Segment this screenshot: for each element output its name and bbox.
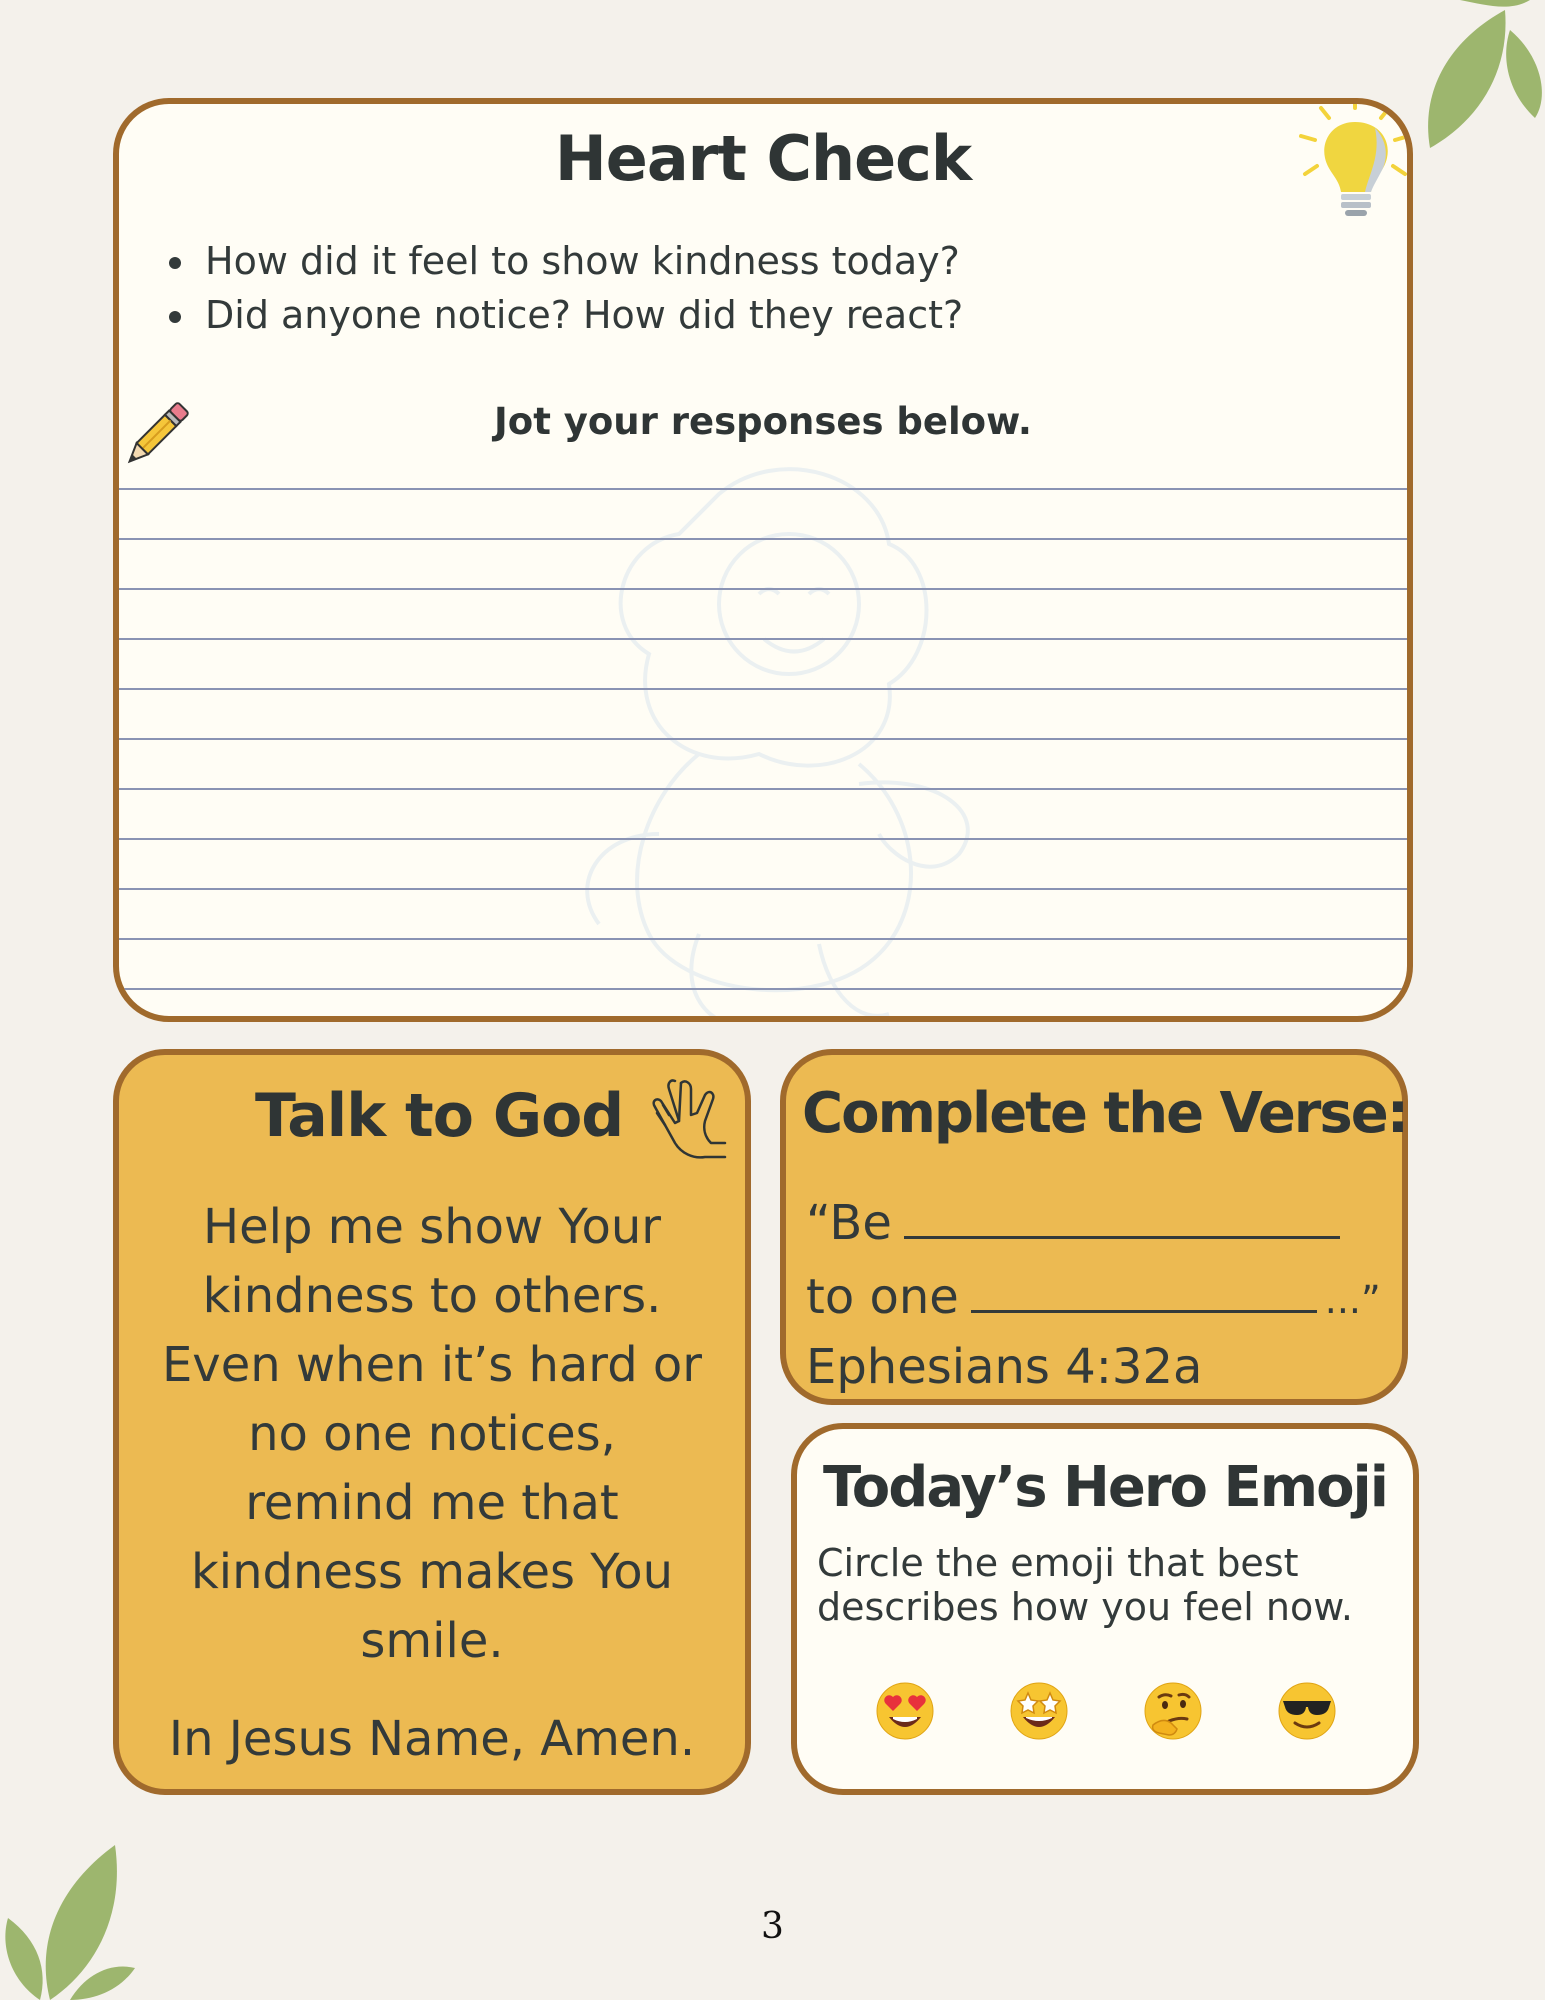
prayer-line: no one notices, <box>248 1406 616 1462</box>
talk-to-god-title: Talk to God <box>255 1081 624 1151</box>
verse-blank-1[interactable] <box>904 1228 1340 1239</box>
star-struck-emoji-icon[interactable] <box>1009 1681 1069 1741</box>
verse-line-2 <box>806 1269 1381 1325</box>
writing-line[interactable] <box>119 588 1407 590</box>
prayer-line: Help me show Your <box>202 1199 661 1255</box>
question-item: • How did it feel to show kindness today? <box>199 234 963 288</box>
verse-line-2-text: to one <box>806 1269 959 1325</box>
lightbulb-icon <box>1295 98 1413 224</box>
sunglasses-emoji-icon[interactable] <box>1277 1681 1337 1741</box>
prayer-line: kindness makes You <box>190 1544 674 1600</box>
writing-line[interactable] <box>119 988 1407 990</box>
writing-line[interactable] <box>119 738 1407 740</box>
praying-hands-icon <box>635 1071 731 1167</box>
prayer-line: kindness to others. <box>202 1268 662 1324</box>
leaf-decoration-top-right-icon <box>1400 0 1545 150</box>
page-number: 3 <box>761 1906 784 1947</box>
thinking-emoji-icon[interactable] <box>1143 1681 1203 1741</box>
writing-line[interactable] <box>119 538 1407 540</box>
verse-blank-2[interactable] <box>971 1302 1317 1313</box>
hero-emoji-card <box>791 1423 1419 1795</box>
heart-check-questions <box>137 234 963 342</box>
verse-reference: Ephesians 4:32a <box>806 1339 1203 1395</box>
talk-to-god-card <box>113 1049 751 1795</box>
question-item: • Did anyone notice? How did they react? <box>199 288 963 342</box>
prayer-line: smile. <box>360 1613 504 1669</box>
prayer-line: remind me that <box>245 1475 619 1531</box>
prayer-line: Even when it’s hard or <box>161 1337 703 1393</box>
verse-line-2-end: ...” <box>1324 1278 1381 1322</box>
hero-emoji-instruction: Circle the emoji that best describes how you feel now. <box>817 1541 1353 1629</box>
writing-line[interactable] <box>119 488 1407 490</box>
writing-line[interactable] <box>119 638 1407 640</box>
complete-verse-title: Complete the Verse: <box>802 1081 1408 1146</box>
heart-check-card <box>113 98 1413 1022</box>
heart-check-title: Heart Check <box>554 122 972 195</box>
writing-line[interactable] <box>119 838 1407 840</box>
heart-eyes-emoji-icon[interactable] <box>875 1681 935 1741</box>
writing-line[interactable] <box>119 688 1407 690</box>
verse-line-1-text: “Be <box>806 1195 892 1251</box>
prayer-closing: In Jesus Name, Amen. <box>168 1711 696 1767</box>
complete-verse-card <box>780 1049 1408 1405</box>
verse-line-1 <box>806 1195 1340 1251</box>
jot-prompt: Jot your responses below. <box>494 400 1032 443</box>
prayer-text <box>139 1193 725 1676</box>
writing-line[interactable] <box>119 788 1407 790</box>
hero-emoji-title: Today’s Hero Emoji <box>823 1455 1387 1520</box>
writing-line[interactable] <box>119 888 1407 890</box>
writing-line[interactable] <box>119 938 1407 940</box>
